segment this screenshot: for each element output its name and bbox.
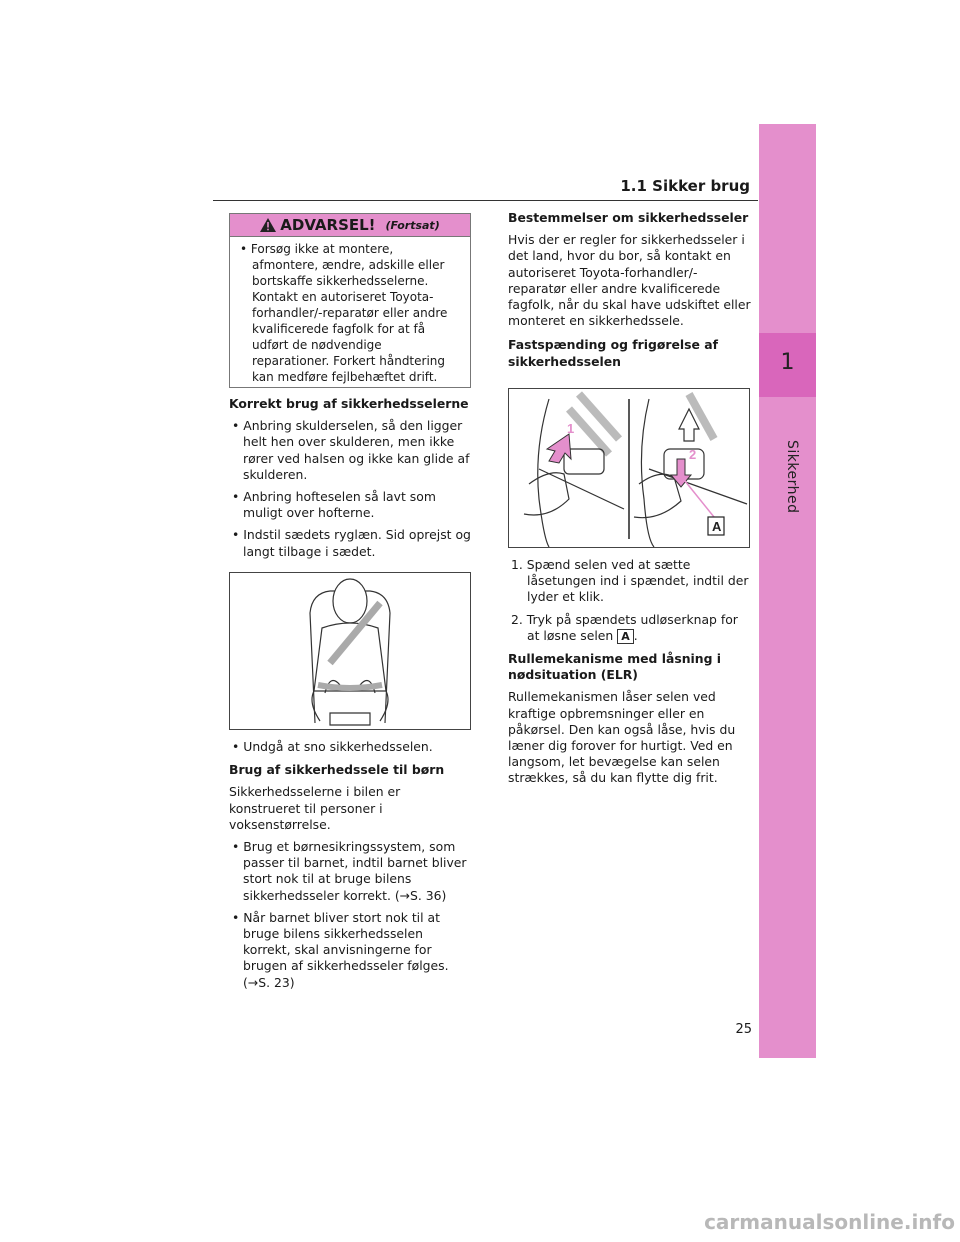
warning-subtitle: (Fortsat) — [385, 218, 440, 232]
chapter-tab — [759, 124, 816, 1058]
paragraph-children: Sikkerhedsselerne i bilen er konstrueret til personer i voksenstørrelse. — [229, 784, 401, 832]
step-2-end: . — [633, 627, 638, 643]
chapter-number: 1 — [780, 350, 795, 375]
section-title: 1.1 Sikker brug — [620, 177, 750, 195]
warning-title: ADVARSEL! — [280, 216, 376, 234]
callout-2: 2 — [689, 447, 697, 462]
warning-text: • Forsøg ikke at montere, afmontere, ændre, adskille eller bortskaffe sikkerhedsselerne. Kontakt en autoriseret Toyota-forhandler/-reparatør eller andre kvalificerede fagfolk for at få udført de nødvendige reparationer. Forkert håndtering kan medføre fejlbehæftet drift. — [240, 242, 448, 384]
buckle-illustration — [509, 389, 749, 547]
heading-elr: Rullemekanisme med låsning i nødsituation (ELR) — [508, 651, 722, 683]
step-1: 1. Spænd selen ved at sætte låsetungen ind i spændet, indtil der lyder et klik. — [511, 557, 749, 605]
watermark: carmanualsonline.info — [704, 1210, 955, 1234]
chapter-title: Sikkerhed — [784, 440, 800, 514]
page-number: 25 — [735, 1022, 752, 1037]
heading-fasten: Fastspænding og frigørelse af sikkerhedsselen — [508, 337, 718, 369]
warning-header — [230, 214, 470, 237]
list-item: • Brug et børnesikringssystem, som passer til barnet, indtil barnet bliver stort nok til at bruge bilens sikkerhedsseler korrekt. (→S. 36) — [232, 839, 467, 903]
list-item: • Indstil sædets ryglæn. Sid oprejst og langt tilbage i sædet. — [232, 527, 471, 559]
seated-person-illustration — [230, 573, 470, 729]
figure-buckle — [508, 388, 750, 548]
list-item: • Anbring hofteselen så lavt som muligt over hofterne. — [232, 489, 436, 521]
list-item: • Når barnet bliver stort nok til at bruge bilens sikkerhedsselen korrekt, skal anvisningerne for brugen af sikkerhedsseler følges. (→S. 23) — [232, 909, 449, 990]
step-2-label-a: A — [617, 629, 634, 644]
right-column-bottom — [508, 557, 753, 787]
left-column-top — [229, 396, 474, 560]
callout-1: 1 — [567, 421, 575, 436]
step-2 — [508, 612, 753, 644]
list-item: • Undgå at sno sikkerhedsselen. — [232, 739, 433, 754]
list-item: • Anbring skulderselen, så den ligger helt hen over skulderen, men ikke rører ved halsen og ikke kan glide af skulderen. — [232, 418, 470, 482]
left-column-bottom — [229, 739, 474, 991]
warning-triangle-icon — [260, 218, 276, 232]
heading-correct-use: Korrekt brug af sikkerhedsselerne — [229, 396, 469, 411]
warning-box — [229, 213, 471, 388]
heading-rules: Bestemmelser om sikkerhedsseler — [508, 210, 749, 225]
callout-a: A — [712, 519, 722, 534]
right-column-top — [508, 210, 753, 370]
step-2-text: 2. Tryk på spændets udløserknap for at løsne selen — [511, 611, 738, 643]
figure-seated-person — [229, 572, 471, 730]
header-divider — [213, 200, 758, 201]
heading-children: Brug af sikkerhedssele til børn — [229, 762, 445, 778]
paragraph-rules: Hvis der er regler for sikkerhedsseler i det land, hvor du bor, så kontakt en autoriseret Toyota-forhandler/-reparatør eller andre kvalificerede fagfolk, når du skal have udskiftet eller monteret en sikkerhedssele. — [508, 232, 751, 329]
paragraph-elr: Rullemekanismen låser selen ved kraftige opbremsninger eller en påkørsel. Den kan også låse, hvis du læner dig forover for hurtigt. Ved en langsom, let bevægelse kan selen strækkes, så du kan flytte dig frit. — [508, 689, 736, 786]
